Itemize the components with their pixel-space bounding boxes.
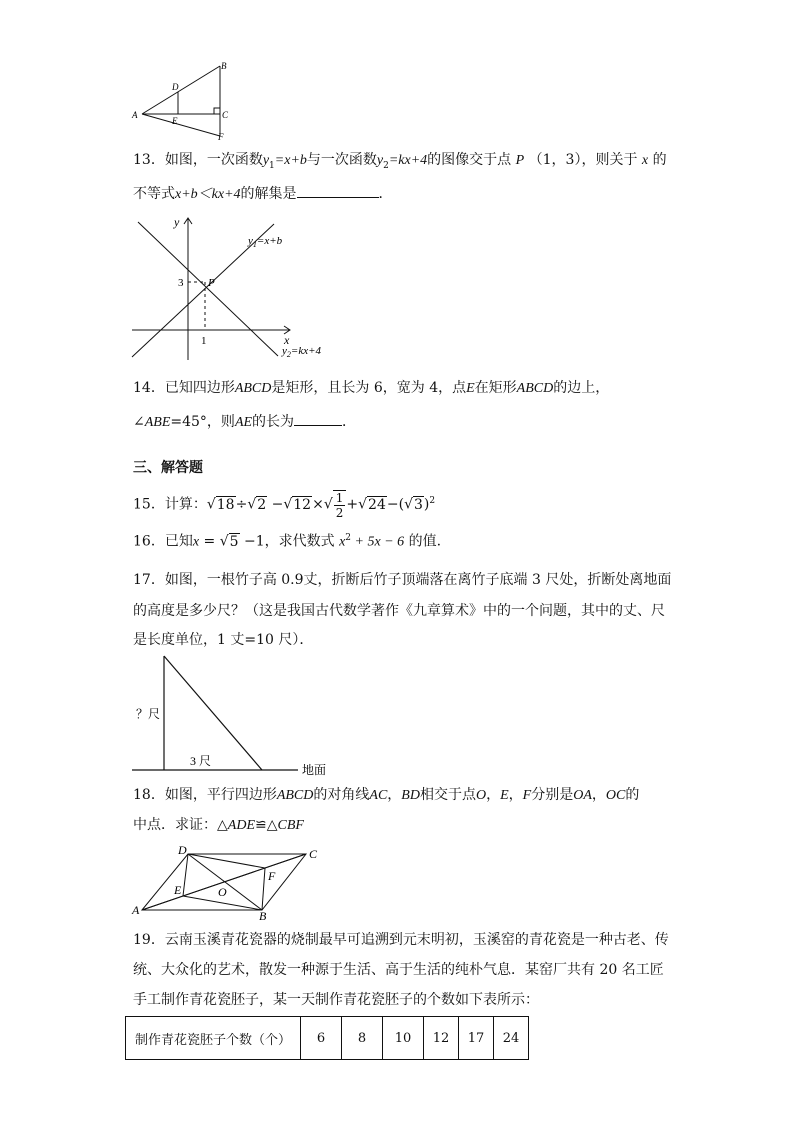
base-label: 3 尺	[190, 754, 212, 768]
table-cell: 24	[494, 1017, 529, 1060]
label-a: A	[132, 110, 138, 120]
table-cell: 12	[424, 1017, 459, 1060]
x-axis-label: x	[284, 333, 290, 347]
label-e: E	[172, 116, 178, 126]
section-heading: 三、解答题	[133, 460, 203, 476]
question-14-line2: ∠ABE=45°，则AE的长为 ．	[133, 411, 356, 433]
line1-label: $y_1=x+b$	[248, 235, 283, 249]
question-19-line2: 统、大众化的艺术，散发一种源于生活、高于生活的纯朴气息．某窑厂共有 20 名工匠	[133, 962, 664, 978]
question-19-line3: 手工制作青花瓷胚子，某一天制作青花瓷胚子的个数如下表所示：	[133, 992, 539, 1008]
answer-blank-13[interactable]	[297, 183, 379, 198]
label-o: O	[218, 885, 227, 899]
label-b: B	[221, 61, 227, 71]
table-row	[126, 1017, 529, 1060]
tick-label-1: 1	[201, 335, 207, 347]
label-f: F	[268, 869, 276, 883]
label-c: C	[222, 110, 229, 120]
question-15: 15．计算：√18÷√2 −√12×√ $\frac{1}{2}$ $+√24-(√3)^2$	[133, 490, 436, 520]
question-17-line1: 17．如图，一根竹子高 0.9丈，折断后竹子顶端落在离竹子底端 3 尺处，折断处离地面	[133, 572, 672, 588]
table-header-cell: 制作青花瓷胚子个数（个）	[126, 1017, 301, 1060]
label-f: F	[218, 132, 224, 140]
label-d: D	[172, 82, 179, 92]
question-14-line1: 14．已知四边形ABCD是矩形，且长为 6，宽为 4，点E在矩形ABCD的边上，	[133, 380, 610, 396]
question-18-line2: 中点．求证：△ADE≌△CBF	[133, 817, 304, 833]
line2-label: $y_2=kx+4$	[282, 345, 322, 359]
label-c: C	[309, 847, 318, 861]
question-16: 16．已知x = √5 −1，求代数式 $x^2 + 5x - 6$ 的值.	[133, 533, 442, 550]
question-17-line2: 的高度是多少尺？（这是我国古代数学著作《九章算术》中的一个问题，其中的丈、尺	[133, 603, 665, 619]
ground-label: 地面	[302, 763, 327, 777]
height-label: ？尺	[136, 707, 161, 721]
y-axis-label: y	[174, 215, 180, 229]
table-cell: 10	[383, 1017, 424, 1060]
label-b: B	[259, 909, 267, 920]
label-d: D	[178, 843, 187, 857]
question-13-line1: 13．如图，一次函数$y_1=x+b$与一次函数$y_2=kx+4$的图像交于点 P （1，3），则关于 x 的	[133, 152, 667, 171]
point-p-label: P	[208, 277, 215, 289]
answer-blank-14[interactable]	[294, 411, 342, 426]
table-cell: 8	[342, 1017, 383, 1060]
tick-label-3: 3	[178, 277, 184, 289]
question-17-line3: 是长度单位，1 丈=10 尺）．	[133, 632, 314, 648]
question-19-line1: 19．云南玉溪青花瓷器的烧制最早可追溯到元末明初，玉溪窑的青花瓷是一种古老、传	[133, 932, 669, 948]
data-table	[125, 1016, 529, 1060]
label-e: E	[174, 883, 182, 897]
figure-q12-triangle	[128, 58, 238, 140]
label-a: A	[132, 903, 140, 917]
table-cell: 6	[301, 1017, 342, 1060]
question-13-line2: 不等式x+b＜kx+4的解集是 ．	[133, 183, 393, 205]
figure-q17-bamboo	[128, 650, 338, 780]
figure-q13-graph	[128, 212, 348, 362]
figure-q18-parallelogram	[128, 840, 328, 920]
question-18-line1: 18．如图，平行四边形ABCD的对角线AC，BD相交于点O，E，F分别是OA，OC的	[133, 787, 640, 803]
table-cell: 17	[459, 1017, 494, 1060]
